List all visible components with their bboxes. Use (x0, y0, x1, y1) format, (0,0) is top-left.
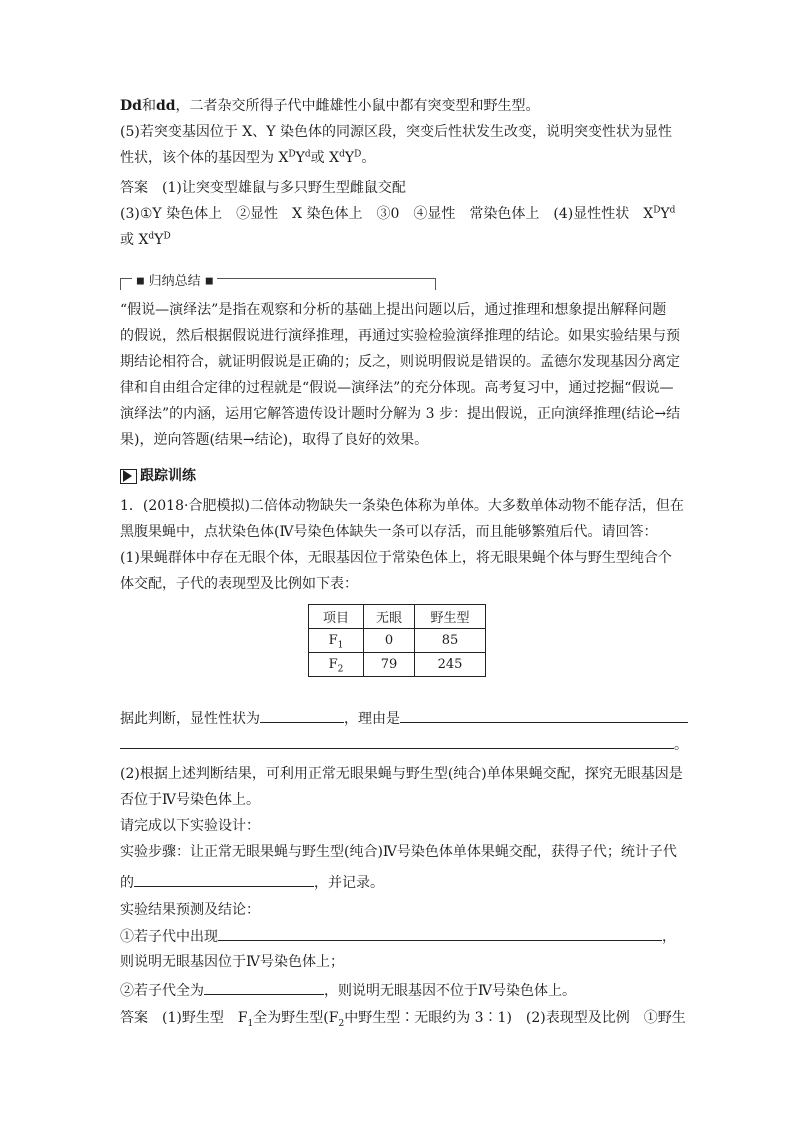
answer-blank-result-1[interactable] (218, 926, 662, 941)
subscript: 1 (247, 1018, 254, 1029)
text-segment: 据此判断，显性性状为 (120, 711, 260, 727)
text-segment: 答案 (1)野生型 F (120, 1010, 248, 1026)
subscript: 2 (338, 1018, 345, 1029)
table-row (309, 629, 486, 653)
table-header-row (309, 605, 486, 629)
table-cell (309, 629, 364, 653)
generation-label: F (328, 657, 338, 672)
text-segment: 全为野生型(F (253, 1010, 339, 1026)
table-cell (309, 653, 364, 677)
superscript: D (354, 149, 362, 160)
superscript: d (339, 149, 345, 160)
answer-blank-reason-cont[interactable] (120, 734, 674, 749)
question-line: 1．(2018·合肥模拟)二倍体动物缺失一条染色体称为单体。大多数单体动物不能存活，但在 (120, 498, 684, 514)
subscript: 2 (337, 664, 344, 675)
text-segment: 的 (120, 875, 134, 891)
text-segment: ，则说明无眼基因不位于Ⅳ号染色体上。 (324, 983, 576, 999)
and-text: 和 (141, 98, 156, 114)
text-segment: 。 (674, 737, 688, 753)
text-segment: 性状，该个体的基因型为 X (120, 150, 289, 166)
summary-title: 归纳总结 (148, 274, 201, 289)
table-header-cell: 无眼 (364, 605, 415, 629)
text-segment: ， (662, 929, 676, 945)
summary-label (132, 270, 217, 289)
text-segment: ①若子代中出现 (120, 929, 218, 945)
bullet-icon: ■ (136, 276, 145, 287)
text-line-2: (5)若突变基因位于 X、Y 染色体的同源区段，突变后性状发生改变，说明突变性状为显性 (120, 124, 672, 140)
bullet-icon: ■ (204, 276, 214, 287)
question-line: 请完成以下实验设计： (120, 818, 260, 834)
superscript: d (669, 205, 676, 216)
genotype-Dd: Dd (120, 98, 142, 114)
answer-blank-result-2[interactable] (204, 980, 324, 995)
table-cell: 79 (364, 653, 415, 677)
text-segment: 。 (361, 150, 376, 166)
text-segment: Y (344, 150, 355, 166)
summary-para-line: 果)，逆向答题(结果→结论)，取得了良好的效果。 (120, 432, 429, 448)
question-line: (1)果蝇群体中存在无眼个体，无眼基因位于常染色体上，将无眼果蝇个体与野生型纯合个 (120, 550, 672, 566)
answer-blank-reason[interactable] (400, 708, 688, 723)
table-cell: 85 (415, 629, 486, 653)
question-line: 否位于Ⅳ号染色体上。 (120, 792, 260, 808)
question-line: 黑腹果蝇中，点状染色体(Ⅳ号染色体缺失一条可以存活，而且能够繁殖后代。请回答： (120, 524, 658, 540)
question-line (120, 872, 384, 893)
answer-line-2 (120, 204, 675, 224)
superscript: D (163, 231, 171, 242)
divider (435, 278, 436, 290)
judgement-line (120, 708, 688, 729)
question-line: 实验步骤：让正常无眼果蝇与野生型(纯合)Ⅳ号染色体单体果蝇交配，获得子代；统计子代 (120, 844, 677, 860)
text-segment: Y (154, 232, 164, 248)
text-segment: 或 X (310, 150, 340, 166)
text-line-1-rest: ，二者杂交所得子代中雌雄性小鼠中都有突变型和野生型。 (175, 98, 540, 114)
summary-para-line: 期结论相符合，就证明假说是正确的；反之，则说明假说是错误的。孟德尔发现基因分离定 (120, 354, 680, 370)
superscript: D (288, 149, 296, 160)
question-line: 实验结果预测及结论： (120, 902, 260, 918)
text-segment: ，理由是 (344, 711, 400, 727)
table-cell: 0 (364, 629, 415, 653)
text-segment: (3)①Y 染色体上 ②显性 X 染色体上 ③0 ④显性 常染色体上 (4)显性性状 X (120, 206, 654, 222)
text-line-1 (120, 96, 540, 116)
results-table (308, 604, 486, 677)
divider (120, 278, 121, 290)
play-icon (120, 469, 137, 484)
text-segment: 中野生型∶无眼约为 3∶1) (2)表现型及比例 ①野生 (344, 1010, 686, 1026)
table-row (309, 653, 486, 677)
question-line: 则说明无眼基因位于Ⅳ号染色体上； (120, 954, 344, 970)
summary-para-line: “假说—演绎法”是指在观察和分析的基础上提出问题以后，通过推理和想象提出解释问题 (120, 302, 667, 318)
generation-label: F (328, 633, 338, 648)
answer-blank-dominant[interactable] (260, 708, 344, 723)
superscript: D (653, 205, 661, 216)
question-line (120, 926, 676, 947)
summary-para-line: 演绎法”的内涵，运用它解答遗传设计题时分解为 3 步：提出假说，正向演绎推理(结论→结 (120, 406, 681, 422)
text-segment: 或 X (120, 232, 149, 248)
text-segment: Y (660, 206, 670, 222)
text-segment: ，并记录。 (314, 875, 384, 891)
answer-line-3 (120, 230, 171, 250)
table-header-cell: 项目 (309, 605, 364, 629)
practice-header (120, 466, 196, 486)
practice-title: 跟踪训练 (140, 468, 196, 484)
summary-para-line: 律和自由组合定律的过程就是“假说—演绎法”的充分体现。高考复习中，通过挖掘“假说— (120, 380, 674, 396)
superscript: d (304, 149, 311, 160)
question-line: (2)根据上述判断结果，可利用正常无眼果蝇与野生型(纯合)单体果蝇交配，探究无眼基因是 (120, 766, 683, 782)
question-line (120, 980, 576, 1001)
judgement-line-cont (120, 734, 688, 755)
summary-box-header (120, 272, 436, 292)
genotype-dd: dd (155, 98, 176, 114)
summary-para-line: 的假说，然后根据假说进行演绎推理，再通过实验检验演绎推理的结论。如果实验结果与预 (120, 328, 680, 344)
table-header-cell: 野生型 (415, 605, 486, 629)
text-segment: Y (295, 150, 305, 166)
answer-blank-statistic[interactable] (134, 872, 314, 887)
answer-line-1: 答案 (1)让突变型雄鼠与多只野生型雌鼠交配 (120, 180, 406, 196)
question-line: 体交配，子代的表现型及比例如下表： (120, 576, 358, 592)
table-cell: 245 (415, 653, 486, 677)
subscript: 1 (337, 640, 344, 651)
answer-line (120, 1008, 686, 1028)
superscript: d (148, 231, 155, 242)
text-segment: ②若子代全为 (120, 983, 204, 999)
text-line-3 (120, 148, 375, 168)
